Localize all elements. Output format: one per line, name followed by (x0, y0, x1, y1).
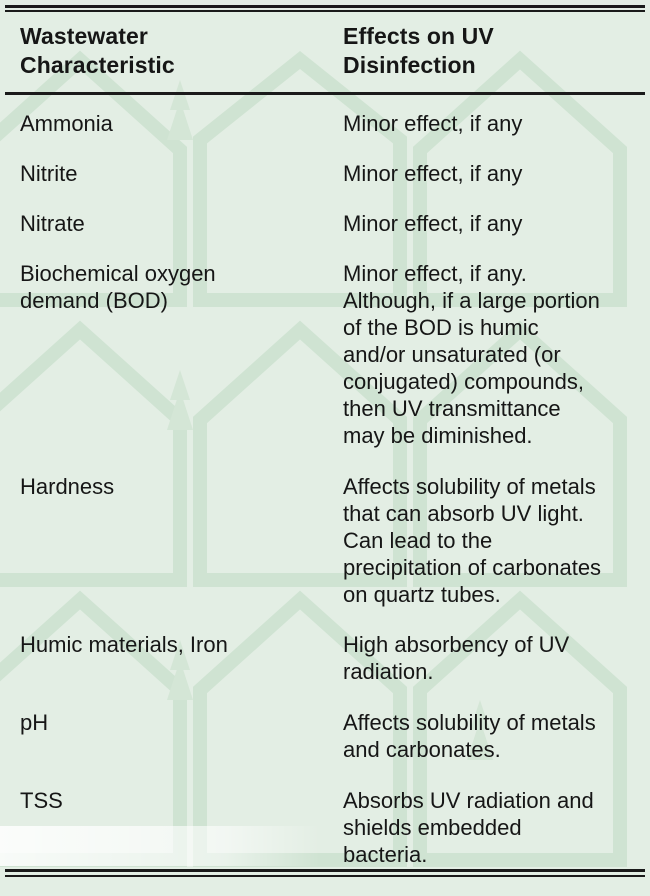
effect-cell: Affects solubility of metals that can absorb UV light. Can lead to the precipitation of carbonates on quartz tubes. (343, 474, 602, 607)
characteristic-cell: TSS (20, 788, 63, 813)
table-header-row (0, 22, 650, 88)
header-effects: Effects on UV Disinfection (343, 23, 494, 78)
top-rule (5, 5, 645, 8)
effect-cell: Minor effect, if any (343, 111, 523, 136)
characteristic-cell: Biochemical oxygen demand (BOD) (20, 261, 216, 313)
characteristic-cell: Ammonia (20, 111, 113, 136)
effect-cell: Minor effect, if any. Although, if a large portion of the BOD is humic and/or unsaturated (or conjugated) compounds, then UV transmittance may be diminished. (343, 261, 600, 448)
header-characteristic: Wastewater Characteristic (20, 23, 175, 78)
characteristic-cell: Hardness (20, 474, 115, 499)
characteristic-cell: pH (20, 710, 49, 735)
characteristic-cell: Humic materials, Iron (20, 632, 228, 657)
header-rule (5, 92, 645, 95)
top-rule-inner (5, 10, 645, 12)
characteristic-cell: Nitrate (20, 211, 85, 236)
effect-cell: Minor effect, if any (343, 211, 523, 236)
bottom-rule-inner (5, 875, 645, 877)
effect-cell: Affects solubility of metals and carbonates. (343, 710, 596, 762)
effect-cell: Minor effect, if any (343, 161, 523, 186)
effect-cell: Absorbs UV radiation and shields embedded bacteria. (343, 788, 594, 867)
bottom-rule (5, 869, 645, 872)
characteristic-cell: Nitrite (20, 161, 78, 186)
effect-cell: High absorbency of UV radiation. (343, 632, 570, 684)
